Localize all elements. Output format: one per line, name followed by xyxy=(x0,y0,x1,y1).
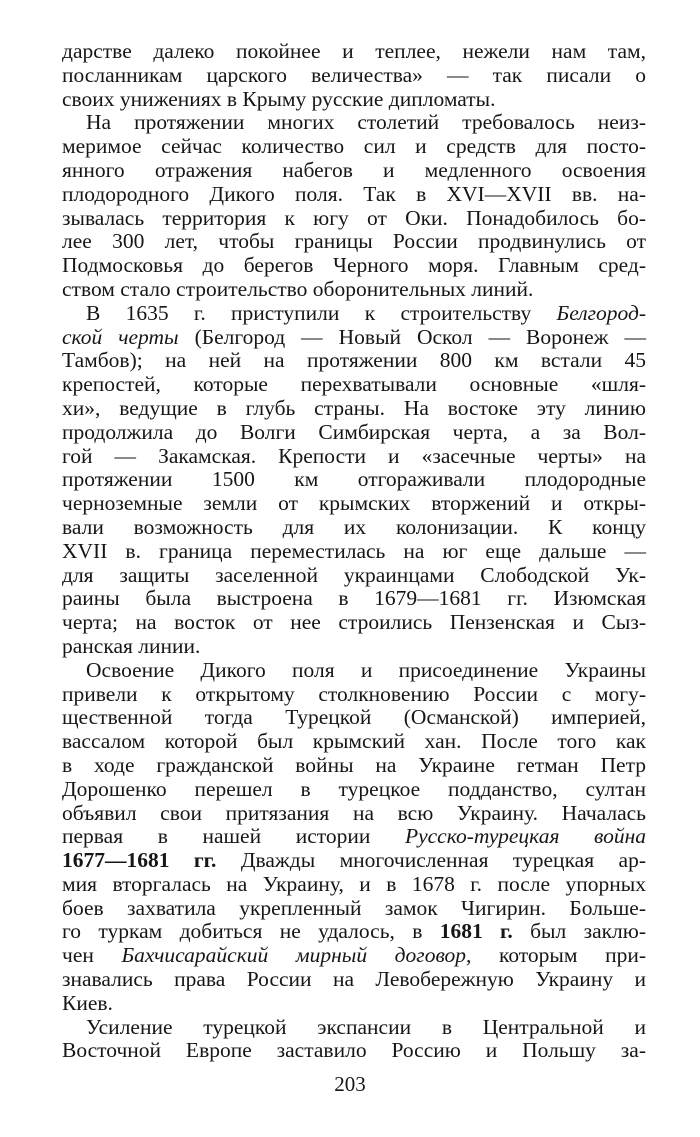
text-line: объявил свои притязания на всю Украину. Началась xyxy=(62,800,646,825)
text-line: боев захватила укрепленный замок Чигирин. Больше- xyxy=(62,895,646,920)
text-line: раины была выстроена в 1679—1681 гг. Изюмская xyxy=(62,586,646,611)
text-line: дарстве далеко покойнее и теплее, нежели нам там, xyxy=(62,39,646,63)
text-line: крепостей, которые перехватывали основные «шля- xyxy=(62,372,646,397)
text-line: черноземные земли от крымских вторжений и откры- xyxy=(62,491,646,516)
text-line: Тамбов); на ней на протяжении 800 км встали 45 xyxy=(62,348,646,373)
text-line: для защиты заселенной украинцами Слободской Ук- xyxy=(62,562,646,587)
text-line: го туркам добиться не удалось, в 1681 г. был заклю- xyxy=(62,919,647,944)
date-bold: 1677—1681 гг. xyxy=(62,848,217,873)
text-line: щественной тогда Турецкой (Османской) империей, xyxy=(62,705,646,730)
text-line: XVII в. граница переместилась на юг еще дальше — xyxy=(62,538,646,563)
text-line: Киев. xyxy=(62,990,113,1015)
text-run: которым при- xyxy=(471,943,646,968)
text-line: Восточной Европе заставило Россию и Польшу за- xyxy=(62,1038,646,1063)
text-line: мия вторгалась на Украину, и в 1678 г. после упорных xyxy=(62,871,646,896)
text-line: зывалась территория к югу от Оки. Понадобилось бо- xyxy=(62,205,646,230)
text-line: своих унижениях в Крыму русские дипломаты. xyxy=(62,86,496,111)
text-line: вассалом которой был крымский хан. После того как xyxy=(62,729,646,754)
text-run: В 1635 г. приступили к строительству xyxy=(86,300,557,325)
text-line: протяжении 1500 км отгораживали плодородные xyxy=(62,467,646,492)
text-line: привели к открытому столкновению России с могу- xyxy=(62,681,646,706)
term-russo-turkish-war: Русско-турецкая война xyxy=(404,824,646,849)
term-bakhchisaray-treaty: Бахчисарайский мирный договор, xyxy=(121,943,472,968)
page-text xyxy=(62,40,646,1063)
text-line: в ходе гражданской войны на Украине гетман Петр xyxy=(62,752,646,777)
text-line xyxy=(62,302,646,326)
page-number: 203 xyxy=(334,1072,366,1096)
text-line xyxy=(62,944,646,968)
text-line: меримое сейчас количество сил и средств для посто- xyxy=(62,134,646,159)
text-run: (Белгород — Новый Оскол — Воронеж — xyxy=(178,324,646,349)
text-line: ством стало строительство оборонительных линий. xyxy=(62,276,534,301)
text-run: Дважды многочисленная турецкая ар- xyxy=(216,848,646,873)
text-line: хи», ведущие в глубь страны. На востоке эту линию xyxy=(62,395,646,420)
text-line: гой — Закамская. Крепости и «засечные черты» на xyxy=(62,443,646,468)
text-line: продолжила до Волги Симбирская черта, а за Вол- xyxy=(62,419,646,444)
text-line: Подмосковья до берегов Черного моря. Главным сред- xyxy=(62,253,646,278)
text-line: вали возможность для их колонизации. К концу xyxy=(62,514,646,539)
text-line: Дорошенко перешел в турецкое подданство, султан xyxy=(62,776,646,801)
text-line: На протяжении многих столетий требовалось неиз- xyxy=(86,110,646,135)
text-line: Усиление турецкой экспансии в Центральной и xyxy=(86,1014,646,1039)
text-run: чен xyxy=(62,943,122,968)
date-bold: 1681 г. xyxy=(439,919,513,944)
text-line: Освоение Дикого поля и присоединение Украины xyxy=(86,657,646,682)
text-line: посланникам царского величества» — так писали о xyxy=(62,62,646,87)
term-belgorod-line: ской черты xyxy=(62,324,179,349)
text-line: ранская линии. xyxy=(62,633,201,658)
text-line: лее 300 лет, чтобы границы России продвинулись от xyxy=(62,229,646,254)
text-line: знавались права России на Левобережную Украину и xyxy=(62,967,646,992)
text-line xyxy=(62,825,646,849)
text-line: черта; на восток от нее строились Пензенская и Сыз- xyxy=(62,610,646,635)
text-line xyxy=(62,849,646,873)
text-line xyxy=(62,326,646,350)
text-line: плодородного Дикого поля. Так в XVI—XVII вв. на- xyxy=(62,181,646,206)
text-run: первая в нашей истории xyxy=(62,824,405,849)
term-belgorod-line: Белгород- xyxy=(556,300,646,325)
text-line: янного отражения набегов и медленного освоения xyxy=(62,157,646,182)
